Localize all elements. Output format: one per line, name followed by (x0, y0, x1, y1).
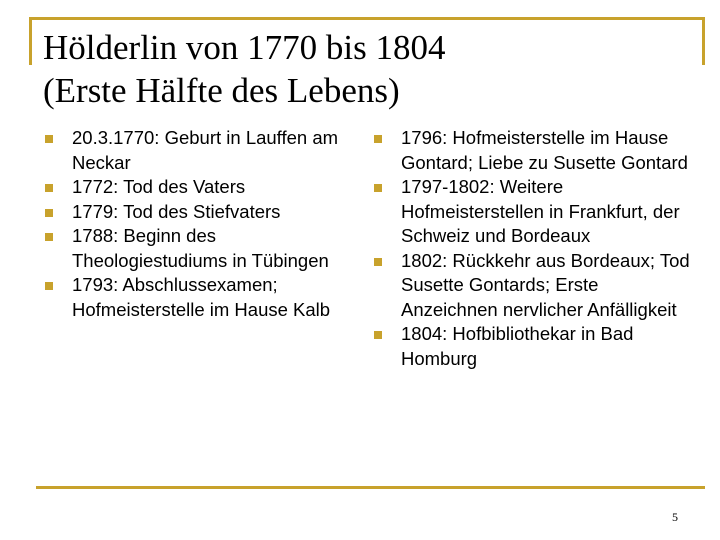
list-item-text: 20.3.1770: Geburt in Lauffen am Neckar (72, 127, 339, 173)
list-item (45, 200, 345, 225)
square-bullet-icon (45, 233, 53, 241)
list-item-text: 1796: Hofmeisterstelle im Hause Gontard; Liebe zu Susette Gontard (401, 127, 688, 173)
list-item (374, 322, 694, 371)
list-item (45, 126, 345, 175)
list-item-text: 1788: Beginn des Theologiestudiums in Tübingen (72, 225, 329, 271)
square-bullet-icon (45, 184, 53, 192)
square-bullet-icon (45, 209, 53, 217)
list-item-text: 1793: Abschlussexamen; Hofmeisterstelle im Hause Kalb (72, 274, 331, 320)
square-bullet-icon (45, 282, 53, 290)
right-frame-line (702, 17, 705, 65)
square-bullet-icon (374, 184, 382, 192)
right-bullet-list (374, 126, 694, 371)
title-line-1: Hölderlin von 1770 bis 1804 (43, 28, 446, 67)
square-bullet-icon (374, 135, 382, 143)
list-item (374, 249, 694, 323)
list-item-text: 1804: Hofbibliothekar in Bad Homburg (401, 323, 634, 369)
top-divider (30, 17, 705, 20)
list-item (45, 224, 345, 273)
list-item (374, 175, 694, 249)
list-item (45, 273, 345, 322)
list-item (45, 175, 345, 200)
list-item-text: 1772: Tod des Vaters (72, 176, 246, 197)
square-bullet-icon (374, 331, 382, 339)
list-item-text: 1802: Rückkehr aus Bordeaux; Tod Susette Gontards; Erste Anzeichnen nervlicher Anfälligkeit (401, 249, 690, 320)
slide-title (43, 26, 445, 112)
left-frame-line (29, 17, 32, 65)
title-line-2: (Erste Hälfte des Lebens) (43, 71, 400, 110)
list-item-text: 1797-1802: Weitere Hofmeisterstellen in Frankfurt, der Schweiz und Bordeaux (401, 176, 680, 246)
list-item (374, 126, 694, 175)
page-number: 5 (672, 510, 678, 524)
left-bullet-list (45, 126, 345, 322)
list-item-text: 1779: Tod des Stiefvaters (72, 200, 281, 222)
bottom-divider (36, 486, 705, 489)
square-bullet-icon (374, 258, 382, 266)
square-bullet-icon (45, 135, 53, 143)
